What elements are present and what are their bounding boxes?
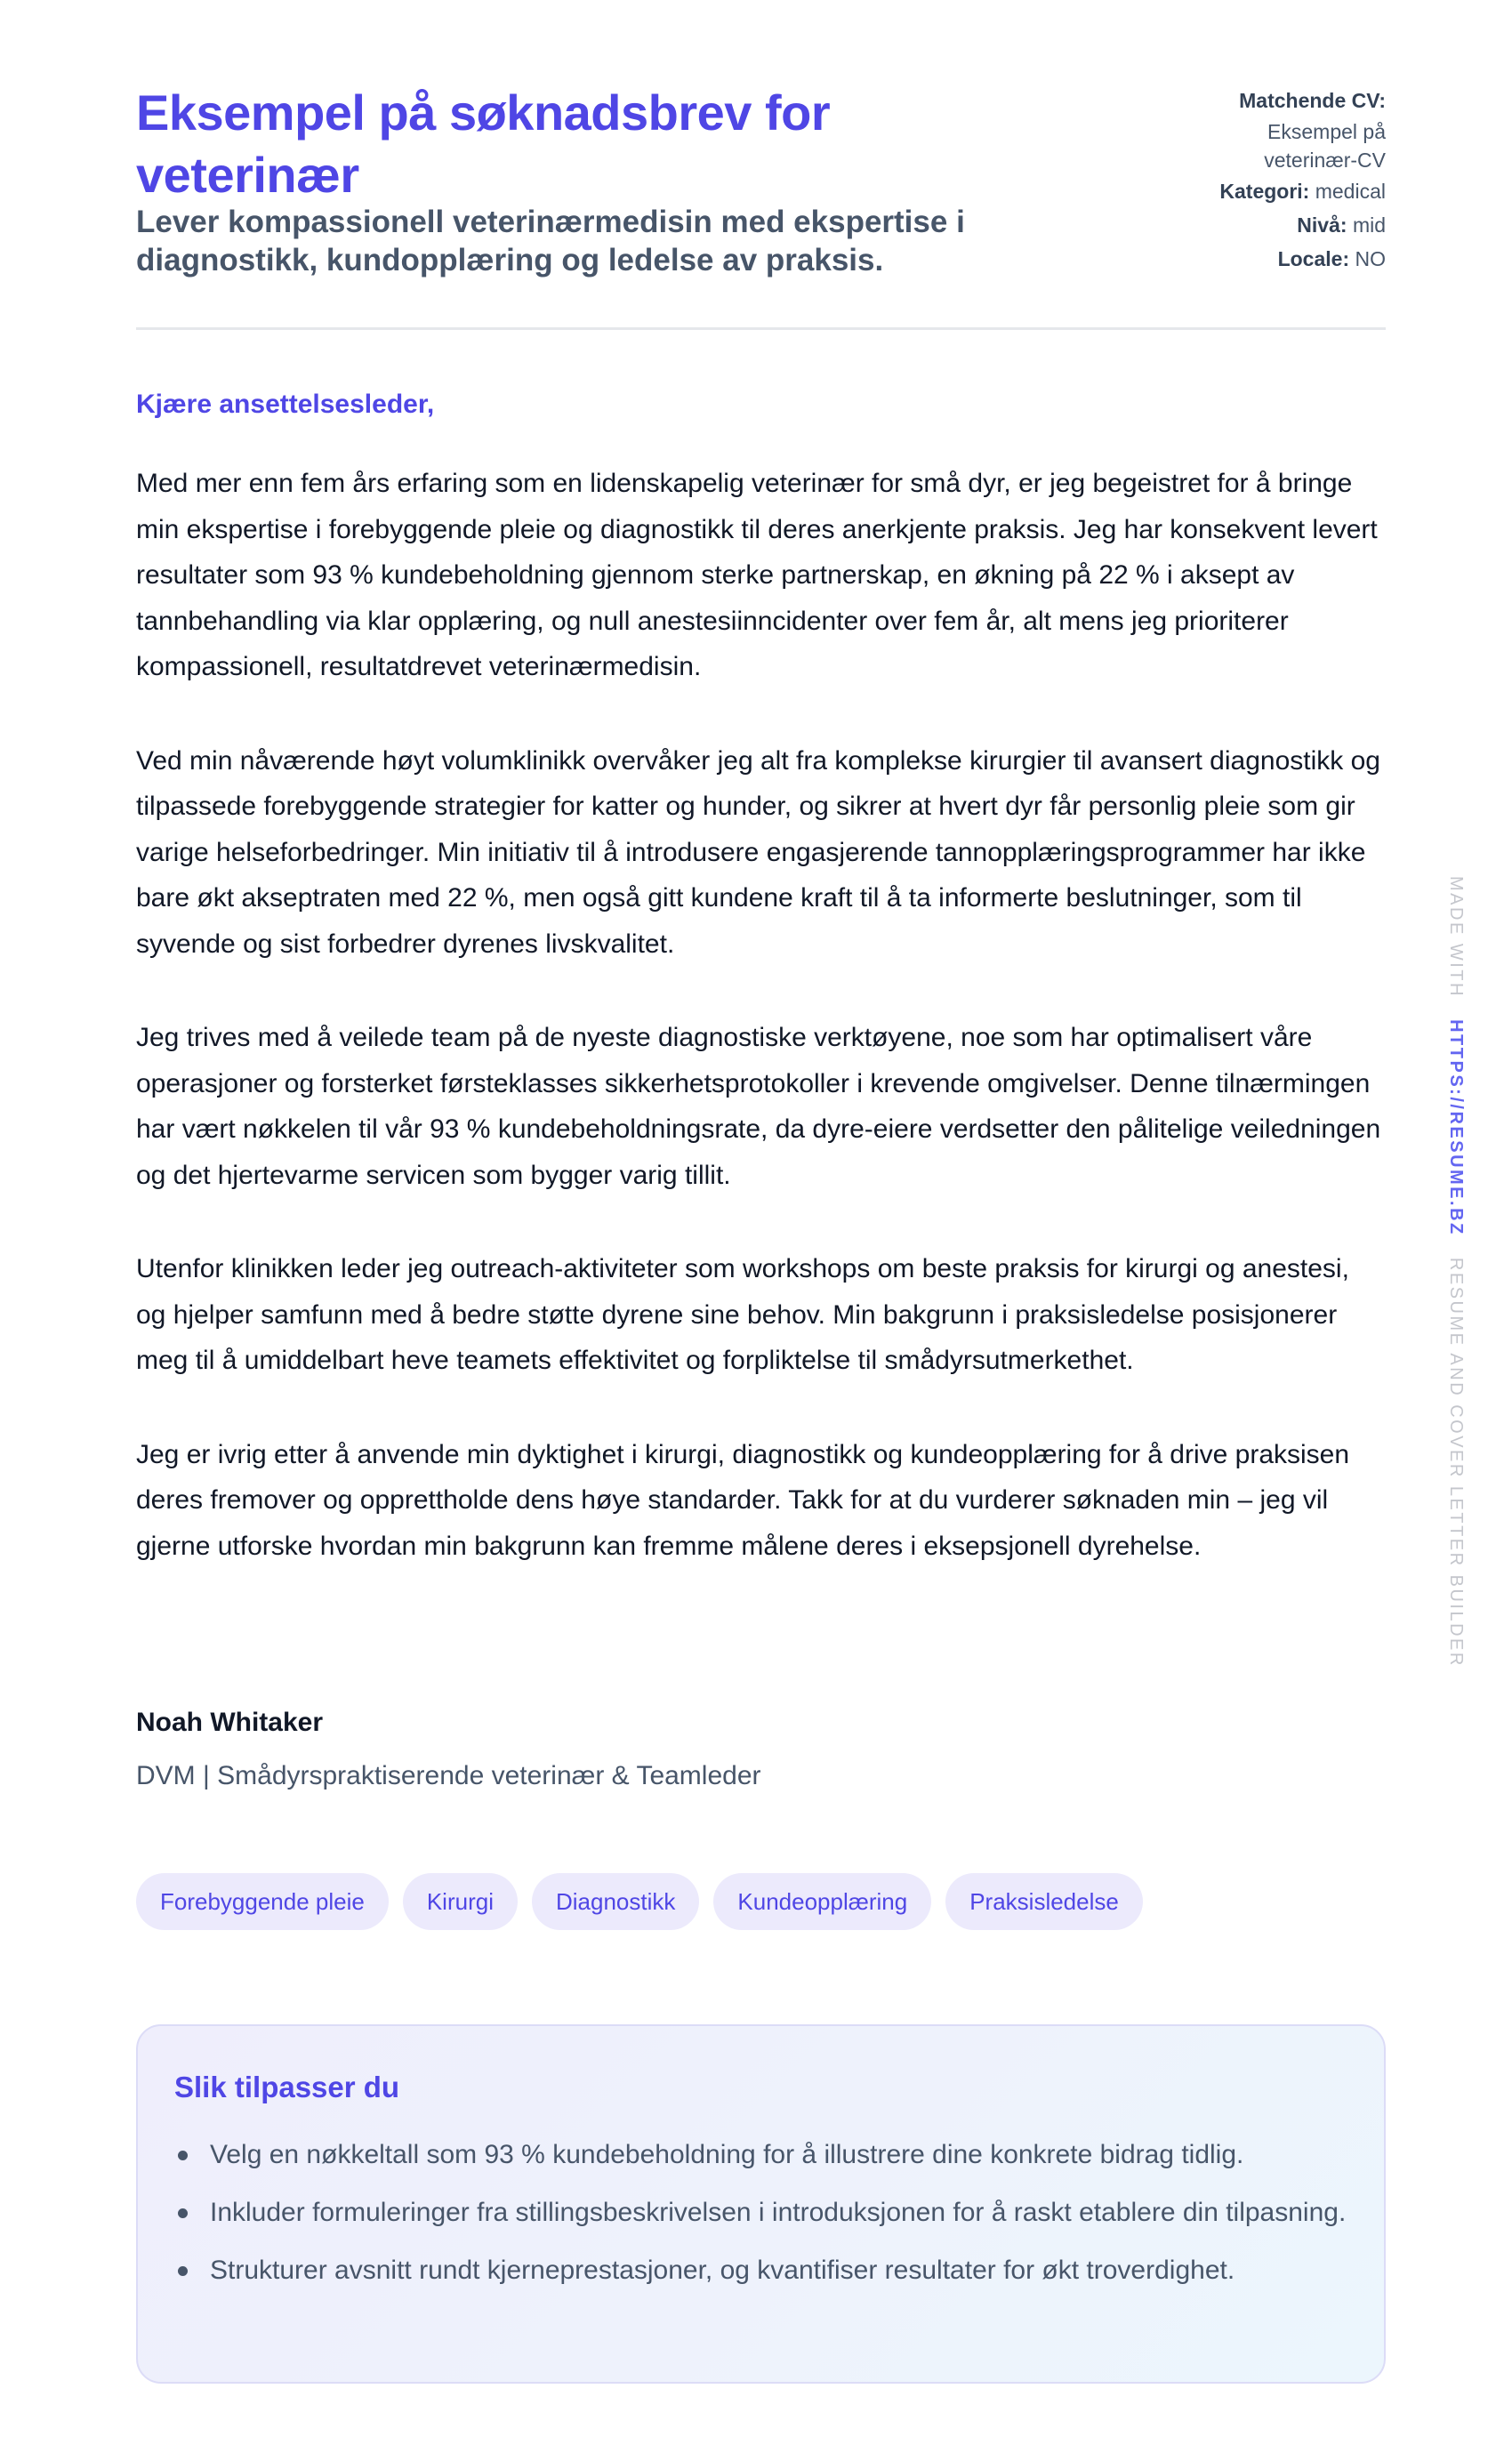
locale-label: Locale: — [1277, 247, 1350, 270]
skill-tag[interactable]: Kundeopplæring — [713, 1873, 931, 1930]
skill-tag[interactable]: Forebyggende pleie — [136, 1873, 389, 1930]
watermark-link[interactable]: HTTPS://RESUME.BZ — [1446, 1019, 1466, 1236]
meta-category — [1101, 174, 1386, 208]
skill-tags — [136, 1873, 1143, 1930]
letter-greeting: Kjære ansettelsesleder, — [136, 390, 435, 419]
matching-cv-link[interactable]: Eksempel på veterinær-CV — [1264, 120, 1386, 172]
signature-name: Noah Whitaker — [136, 1708, 324, 1737]
locale-value: NO — [1355, 247, 1386, 270]
skill-tag[interactable]: Diagnostikk — [532, 1873, 699, 1930]
tip-text: Inkluder formuleringer fra stillingsbeskrivelsen i introduksjonen for å raskt etablere din tilpasning. — [210, 2198, 1347, 2227]
bullet-icon — [178, 2151, 188, 2160]
meta-panel — [1101, 84, 1386, 276]
tip-text: Velg en nøkkeltall som 93 % kundebeholdning for å illustrere dine konkrete bidrag tidlig. — [210, 2140, 1244, 2169]
letter-paragraph: Jeg er ivrig etter å anvende min dyktighet i kirurgi, diagnostikk og kundeopplæring for å drive praksisen deres fremover og opprettholde dens høye standarder. Takk for at du vurderer søknaden min – jeg vil gjerne utforske hvordan min bakgrunn kan fremme målene deres i eksepsjonell dyrehelse. — [136, 1439, 1350, 1561]
skill-tag[interactable]: Praksisledelse — [945, 1873, 1143, 1930]
cover-letter-page — [136, 0, 1386, 2285]
letter-paragraph: Jeg trives med å veilede team på de nyeste diagnostiske verktøyene, noe som har optimalisert våre operasjoner og forsterket førsteklasses sikkerhetsprotokoller i krevende omgivelser. Denne tilnærmingen har vært nøkkelen til vår 93 % kundebeholdningsrate, da dyre-eiere verdsetter den pålitelige veiledningen og det hjertevarme servicen som bygger varig tillit. — [136, 1023, 1381, 1190]
page-subtitle: Lever kompassionell veterinærmedisin med ekspertise i diagnostikk, kundopplæring og ledelse av praksis. — [136, 205, 965, 277]
tip-text: Strukturer avsnitt rundt kjerneprestasjoner, og kvantifiser resultater for økt troverdighet. — [210, 2256, 1235, 2285]
bullet-icon — [178, 2266, 188, 2276]
tips-title: Slik tilpasser du — [174, 2071, 400, 2103]
skill-tag[interactable]: Kirurgi — [403, 1873, 518, 1930]
watermark-text — [1444, 876, 1468, 1668]
level-label: Nivå: — [1297, 213, 1347, 237]
watermark-prefix: MADE WITH — [1446, 876, 1466, 998]
tip-item — [174, 2189, 1348, 2236]
meta-level — [1101, 208, 1386, 242]
bullet-icon — [178, 2208, 188, 2218]
page-title: Eksempel på søknadsbrev for veterinær — [136, 84, 831, 203]
tip-item — [174, 2131, 1348, 2178]
level-value: mid — [1352, 213, 1386, 237]
letter-paragraph: Utenfor klinikken leder jeg outreach-aktiviteter som workshops om beste praksis for kirurgi og anestesi, og hjelper samfunn med å bedre støtte dyrene sine behov. Min bakgrunn i praksisledelse posisjonerer meg til å umiddelbart heve teamets effektivitet og forpliktelse til smådyrsutmerkethet. — [136, 1254, 1349, 1375]
letter-body — [136, 461, 1386, 1617]
tips-list — [174, 2131, 1348, 2304]
letter-paragraph: Ved min nåværende høyt volumklinikk overvåker jeg alt fra komplekse kirurgier til avansert diagnostikk og tilpassede forebyggende strategier for katter og hunder, og sikrer at hvert dyr får personlig pleie som gir varige helseforbedringer. Min initiativ til å introdusere engasjerende tannopplæringsprogrammer har ikke bare økt akseptraten med 22 %, men også gitt kundene kraft til å ta informerte beslutninger, som til syvende og sist forbedrer dyrenes livskvalitet. — [136, 745, 1380, 959]
watermark-suffix: RESUME AND COVER LETTER BUILDER — [1446, 1257, 1466, 1668]
header — [136, 0, 1386, 330]
tips-box — [136, 2024, 1386, 2384]
matching-cv-label: Matchende CV: — [1239, 89, 1386, 112]
category-label: Kategori: — [1219, 180, 1310, 203]
tip-item — [174, 2247, 1348, 2294]
watermark — [1444, 876, 1468, 1668]
meta-locale — [1101, 242, 1386, 276]
signature-title: DVM | Smådyrspraktiserende veterinær & Teamleder — [136, 1761, 761, 1790]
letter-paragraph: Med mer enn fem års erfaring som en lidenskapelig veterinær for små dyr, er jeg begeistret for å bringe min ekspertise i forebyggende pleie og diagnostikk til deres anerkjente praksis. Jeg har konsekvent levert resultater som 93 % kundebeholdning gjennom sterke partnerskap, en økning på 22 % i aksept av tannbehandling via klar opplæring, og null anestesiinncidenter over fem år, alt mens jeg prioriterer kompassionell, resultatdrevet veterinærmedisin. — [136, 469, 1378, 681]
category-value: medical — [1315, 180, 1386, 203]
